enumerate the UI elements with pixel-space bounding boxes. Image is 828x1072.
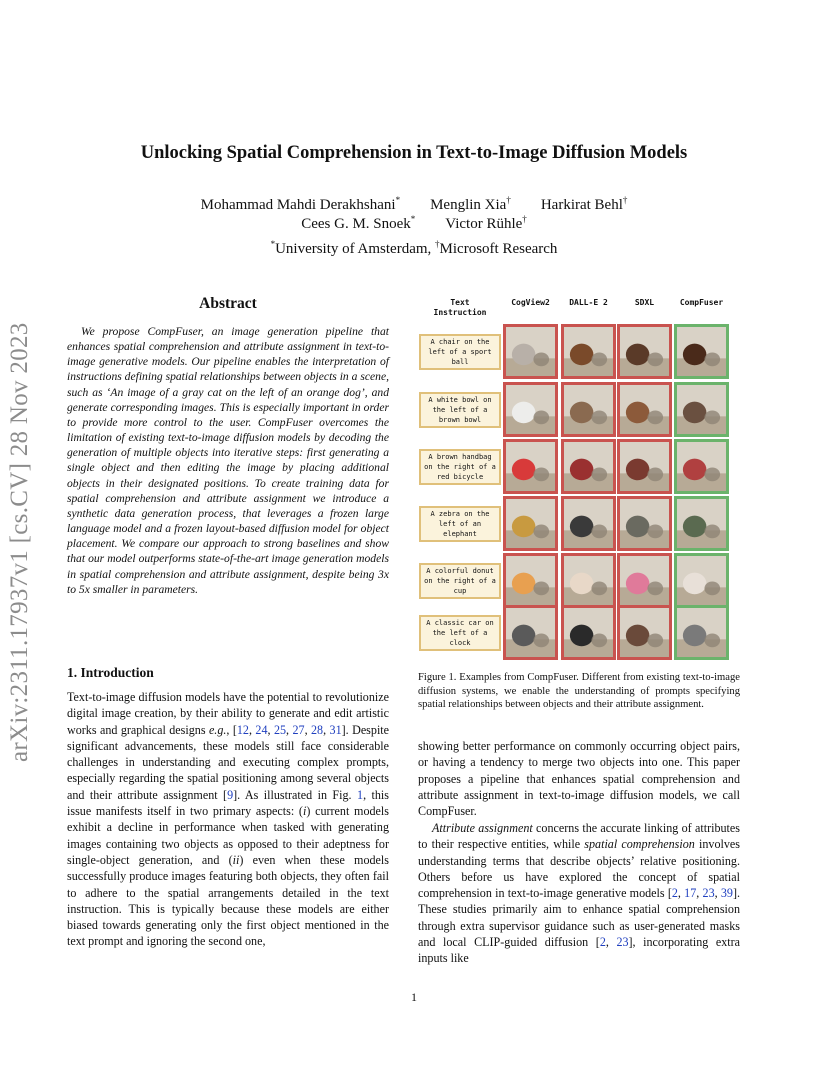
citation-link[interactable]: 39 (720, 886, 733, 901)
citation-link[interactable]: 12 (236, 722, 249, 737)
figure-instruction-box: A white bowl on the left of a brown bowl (419, 392, 501, 428)
affiliation-mark: † (522, 214, 527, 224)
citation-link[interactable]: 17 (684, 886, 697, 901)
intro-paragraph: Text-to-image diffusion models have the potential to revolutionize digital image creation, by their ability to generate and edit artistic works and graphical designs e.g., [12, 24, 25, 27, 28, 31]. Despite significant advancements, these models still face considerable challenges in understanding and executing complex prompts, especially regarding the spatial positioning among several objects and their attribute assignment [9]. As illustrated in Fig. 1, this issue manifests itself in two primary aspects: (i) current models exhibit a decline in performance when tasked with generating images containing two objects as opposed to their adeptness for single-object generation, and (ii) even when these models successfully produce images featuring both objects, they often fail to adhere to the spatial arrangements detailed in the text instruction. This is typically because these models are either biased towards generating only the first object mentioned in the text prompt and ignoring the second one, (67, 690, 390, 949)
affiliation-name: Microsoft Research (439, 241, 558, 257)
figure-caption: Figure 1. Examples from CompFuser. Different from existing text-to-image diffusion systems, we enable the understanding of prompts specifying spatial relationships between objects and their attribute assignment. (418, 672, 740, 711)
citation-link[interactable]: 25 (273, 722, 287, 737)
figure-sample-image (561, 553, 616, 608)
figure-sample-image (503, 605, 558, 660)
affiliation-mark: † (435, 239, 440, 249)
figure-sample-image (503, 324, 558, 379)
figure-sample-image (617, 324, 672, 379)
affiliation-mark: * (270, 239, 276, 249)
author-name: Harkirat Behl (540, 197, 623, 213)
abstract-heading: Abstract (199, 295, 257, 312)
affiliation-mark: † (622, 195, 628, 205)
authors-line-2 (150, 214, 678, 233)
figure-sample-image (674, 496, 729, 551)
figure-sample-image (561, 324, 616, 379)
affiliation-mark: * (410, 214, 416, 224)
figure-column-header: CompFuser (679, 298, 724, 307)
figure-sample-image (503, 439, 558, 494)
figure-column-header: DALL-E 2 (569, 298, 608, 307)
figure-sample-image (617, 439, 672, 494)
citation-link[interactable]: 31 (329, 722, 342, 737)
authors-line-1 (150, 195, 678, 214)
figure-sample-image (561, 439, 616, 494)
author-name: Victor Rühle (445, 216, 523, 232)
figure-column-header: SDXL (634, 298, 655, 307)
right-column-paragraph-1: showing better performance on commonly occurring object pairs, or having a tendency to merge two objects into one. This paper proposes a pipeline that enhances spatial comprehension and attribute assignment in text-to-image diffusion models, we call CompFuser. (418, 739, 740, 819)
emphasis-text: ii (232, 852, 240, 867)
affiliations (150, 239, 678, 258)
citation-link[interactable]: 2 (599, 935, 606, 950)
figure-sample-image (674, 553, 729, 608)
author-name: Cees G. M. Snoek (301, 216, 411, 232)
figure-instruction-box: A brown handbag on the right of a red bicycle (419, 449, 501, 485)
author-name: Menglin Xia (430, 197, 507, 213)
figure-sample-image (674, 382, 729, 437)
figure-sample-image (674, 324, 729, 379)
figure-sample-image (674, 605, 729, 660)
figure-sample-image (503, 496, 558, 551)
figure-column-header: CogView2 (511, 298, 550, 307)
citation-link[interactable]: 24 (255, 722, 268, 737)
paper-title: Unlocking Spatial Comprehension in Text-to-Image Diffusion Models (140, 143, 688, 163)
emphasis-text: i (302, 804, 307, 819)
affiliation-mark: † (506, 195, 511, 205)
emphasis-text: Attribute assignment (432, 821, 533, 835)
figure-instruction-box: A zebra on the left of an elephant (419, 506, 501, 542)
figure-instruction-box: A chair on the left of a sport ball (419, 334, 501, 370)
figure-sample-image (617, 605, 672, 660)
citation-link[interactable]: 23 (616, 935, 629, 950)
arxiv-stamp: arXiv:2311.17937v1 [cs.CV] 28 Nov 2023 (6, 322, 33, 762)
section-heading-introduction: 1. Introduction (67, 665, 154, 680)
figure-instruction-box: A classic car on the left of a clock (419, 615, 501, 651)
citation-link[interactable]: 2 (671, 886, 678, 901)
citation-link[interactable]: 9 (227, 787, 234, 802)
figure-sample-image (561, 496, 616, 551)
figure-sample-image (503, 382, 558, 437)
figure-column-header: Text Instruction (433, 298, 487, 317)
emphasis-text: spatial comprehension (584, 837, 695, 852)
citation-link[interactable]: 23 (702, 886, 715, 901)
figure-sample-image (674, 439, 729, 494)
figure-sample-image (617, 496, 672, 551)
figure-sample-image (561, 382, 616, 437)
figure-instruction-box: A colorful donut on the right of a cup (419, 563, 501, 599)
affiliation-mark: * (395, 195, 401, 205)
emphasis-text: e.g. (208, 722, 227, 737)
citation-link[interactable]: 27 (292, 722, 305, 737)
figure-sample-image (503, 553, 558, 608)
figure-sample-image (617, 382, 672, 437)
citation-link[interactable]: 28 (311, 722, 324, 737)
figure-sample-image (617, 553, 672, 608)
abstract-text: We propose CompFuser, an image generation pipeline that enhances spatial comprehension and attribute assignment in text-to-image generative models. Our pipeline enables the interpretation of instructions defining spatial relationships between objects in a scene, such as ‘An image of a gray cat on the left of an orange dog’, and generate corresponding images. This is especially important in order to provide more control to the user. CompFuser overcomes the limitation of existing text-to-image diffusion models by decoding the generation of multiple objects into iterative steps: first generating a single object and then editing the image by placing additional objects in their designated positions. To create training data for spatial comprehension and attribute assignment we introduce a synthetic data generation process, that leverages a frozen large language model and a frozen layout-based diffusion model for object placement. We compare our approach to strong baselines and show that our model outperforms state-of-the-art image generation models in spatial comprehension and attribute assignment, despite being 3x to 5x smaller in parameters. (67, 325, 389, 596)
citation-link[interactable]: 1 (357, 787, 364, 802)
page-number: 1 (411, 990, 417, 1004)
right-column-paragraph-2: Attribute assignment concerns the accurate linking of attributes to their respective entities, while spatial comprehension involves understanding terms that describe objects’ relative positioning. Others before us have explored the concept of spatial comprehension in text-to-image generative models [2, 17, 23, 39]. These studies primarily aim to enhance spatial comprehension through extra supervisor guidance such as user-generated masks and local CLIP-guided diffusion [2, 23], incorporating extra inputs like (418, 821, 741, 966)
figure-sample-image (561, 605, 616, 660)
affiliation-name: University of Amsterdam, (275, 241, 432, 257)
author-name: Mohammad Mahdi Derakhshani (200, 197, 396, 213)
